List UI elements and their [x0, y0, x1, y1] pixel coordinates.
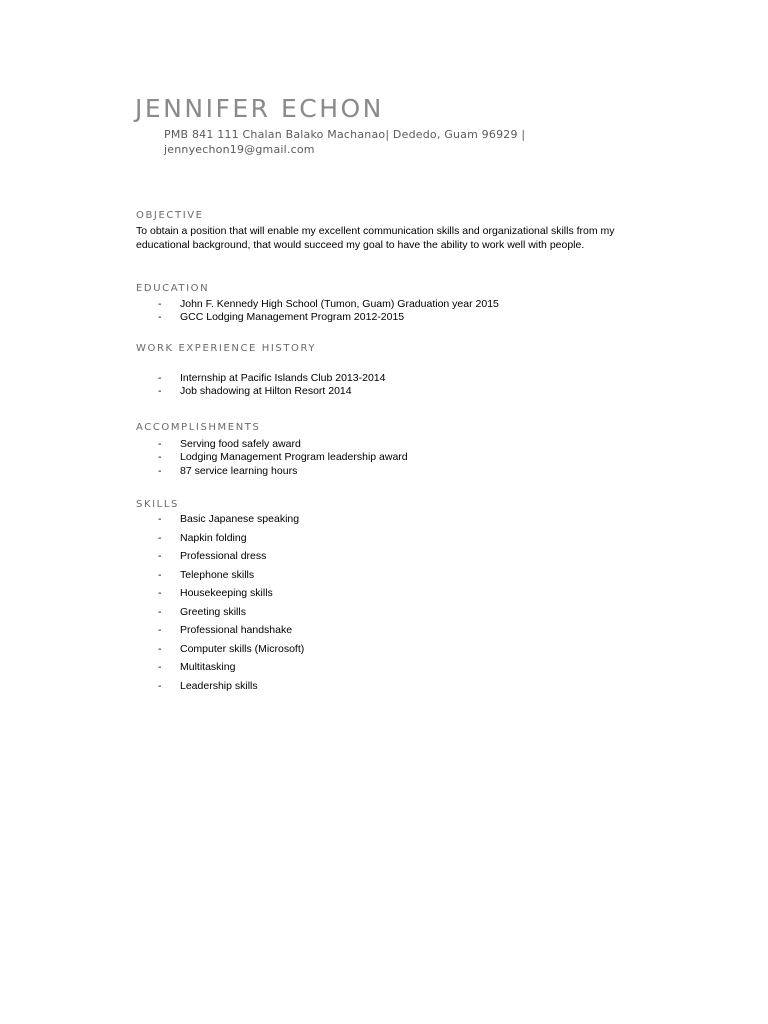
- skill-item: Napkin folding: [180, 531, 247, 544]
- education-heading: EDUCATION: [136, 283, 210, 294]
- bullet-dash: -: [158, 298, 162, 310]
- objective-heading: OBJECTIVE: [136, 210, 204, 221]
- work-experience-item: Job shadowing at Hilton Resort 2014: [180, 385, 352, 398]
- skill-item: Computer skills (Microsoft): [180, 642, 305, 655]
- bullet-dash: -: [158, 550, 162, 562]
- work-experience-heading: WORK EXPERIENCE HISTORY: [136, 343, 317, 354]
- accomplishment-item: Lodging Management Program leadership award: [180, 451, 408, 464]
- contact-address: PMB 841 111 Chalan Balako Machanao| Dededo, Guam 96929 |: [164, 128, 526, 141]
- bullet-dash: -: [158, 624, 162, 636]
- bullet-dash: -: [158, 679, 162, 692]
- bullet-dash: -: [158, 568, 162, 581]
- bullet-dash: -: [158, 513, 162, 525]
- bullet-dash: -: [158, 438, 162, 450]
- skill-item: Telephone skills: [180, 568, 255, 581]
- accomplishment-item: 87 service learning hours: [180, 464, 298, 477]
- bullet-dash: -: [158, 311, 162, 324]
- bullet-dash: -: [158, 587, 162, 599]
- skills-heading: SKILLS: [136, 499, 179, 510]
- skill-item: Basic Japanese speaking: [180, 513, 300, 525]
- skill-item: Multitasking: [180, 661, 236, 673]
- skill-item: Professional handshake: [180, 624, 293, 636]
- education-item: GCC Lodging Management Program 2012-2015: [180, 311, 405, 324]
- skill-item: Housekeeping skills: [180, 587, 273, 599]
- contact-email: jennyechon19@gmail.com: [164, 143, 315, 156]
- bullet-dash: -: [158, 464, 162, 477]
- education-item: John F. Kennedy High School (Tumon, Guam) Graduation year 2015: [180, 298, 499, 310]
- bullet-dash: -: [158, 372, 162, 384]
- bullet-dash: -: [158, 451, 162, 464]
- bullet-dash: -: [158, 661, 162, 673]
- bullet-dash: -: [158, 642, 162, 655]
- bullet-dash: -: [158, 385, 162, 398]
- accomplishments-heading: ACCOMPLISHMENTS: [136, 422, 261, 433]
- resume-name: JENNIFER ECHON: [135, 94, 384, 123]
- work-experience-item: Internship at Pacific Islands Club 2013-2014: [180, 372, 386, 384]
- skill-item: Professional dress: [180, 550, 267, 562]
- objective-text: To obtain a position that will enable my excellent communication skills and organizational skills from my educational background, that would succeed my goal to have the ability to work well with people.: [136, 225, 615, 251]
- bullet-dash: -: [158, 531, 162, 544]
- accomplishment-item: Serving food safely award: [180, 438, 301, 450]
- skill-item: Greeting skills: [180, 605, 246, 618]
- bullet-dash: -: [158, 605, 162, 618]
- skill-item: Leadership skills: [180, 679, 258, 692]
- contact-info: [164, 127, 525, 157]
